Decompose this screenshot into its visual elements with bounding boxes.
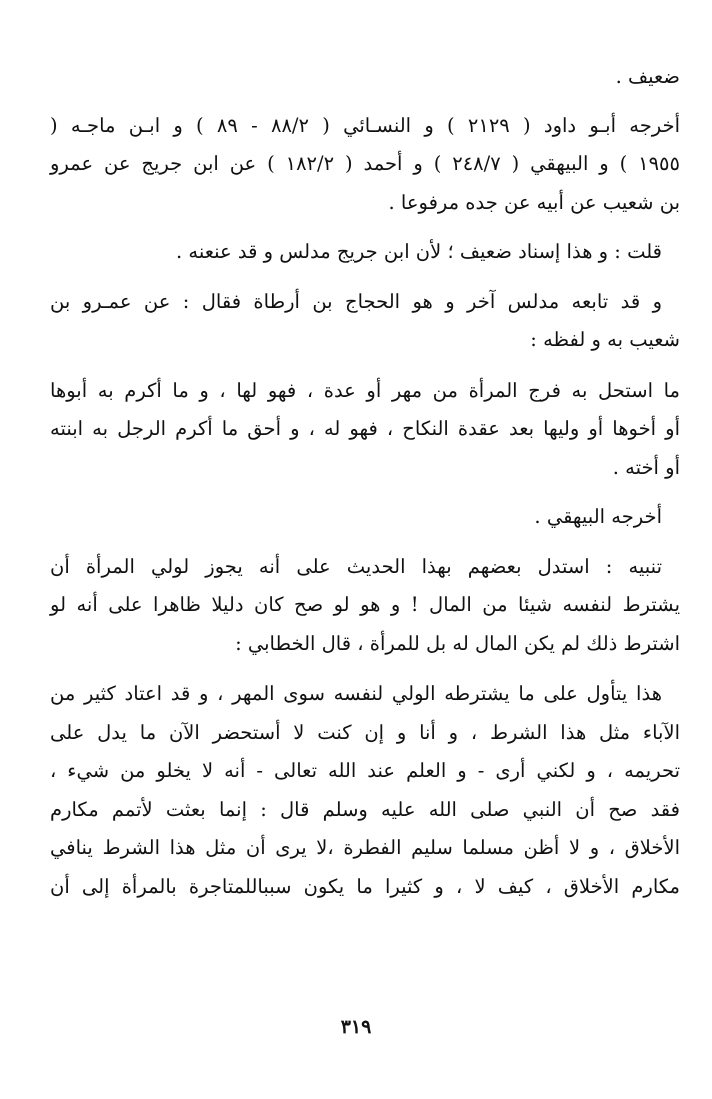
text-line: فقد صح أن النبي صلى الله عليه وسلم قال : إنما بعثت لأتمم مكارم: [50, 797, 680, 821]
text-line: أو أخوها أو وليها بعد عقدة النكاح ، فهو له ، و أحق ما أكرم الرجل به ابنته: [50, 417, 680, 440]
text-line: شعيب به و لفظه :: [530, 328, 680, 351]
page-body: [50, 58, 680, 906]
paragraph-takhrij-2: [50, 498, 680, 537]
text-line: أو أخته .: [612, 455, 680, 479]
paragraph-mutaba: [50, 283, 680, 360]
text-line: ١٩٥٥ ) و البيهقي ( ٢٤٨/٧ ) و أحمد ( ١٨٢/٢ ) عن ابن جريج عن عمرو: [50, 152, 681, 175]
text-line: اشترط ذلك لم يكن المال له بل للمرأة ، قال الخطابي :: [235, 631, 680, 655]
page-number: ٣١٩: [340, 1016, 372, 1038]
text-line: قلت : و هذا إسناد ضعيف ؛ لأن ابن جريج مدلس و قد عنعنه .: [175, 240, 662, 263]
text-line: بن شعيب عن أبيه عن جده مرفوعا .: [388, 190, 680, 214]
paragraph-khattabi: [50, 675, 680, 906]
text-line: تحريمه ، و لكني أرى - و العلم عند الله تعالى - أنه لا يخلو من شيء ،: [50, 759, 680, 782]
paragraph-hadith: [50, 372, 680, 488]
text-line: الآباء مثل هذا الشرط ، و أنا و إن كنت لا أستحضر الآن ما يدل على: [50, 720, 680, 744]
paragraph-takhrij-1: [50, 107, 680, 223]
text-line: تنبيه : استدل بعضهم بهذا الحديث على أنه يجوز لولي المرأة أن: [50, 554, 662, 578]
paragraph-weak: [50, 58, 680, 97]
text-line: ما استحل به فرج المرأة من مهر أو عدة ، فهو لها ، و ما أكرم به أبوها: [50, 378, 680, 402]
text-line: و قد تابعه مدلس آخر و هو الحجاج بن أرطاة فقال : عن عمـرو بن: [50, 289, 662, 313]
text-line: الأخلاق ، و لا أظن مسلما سليم الفطرة ،لا يرى أن مثل هذا الشرط ينافي: [50, 836, 680, 859]
text-line: أخرجه البيهقي .: [534, 505, 662, 528]
text-line: هذا يتأول على ما يشترطه الولي لنفسه سوى المهر ، و قد اعتاد كثير من: [50, 682, 662, 705]
text-line: أخرجه أبـو داود ( ٢١٢٩ ) و النسـائي ( ٨٨/٢ - ٨٩ ) و ابـن ماجـه (: [50, 113, 680, 137]
text-line: مكارم الأخلاق ، كيف لا ، و كثيرا ما يكون سبباللمتاجرة بالمرأة إلى أن: [50, 874, 680, 898]
paragraph-qult: [50, 233, 680, 272]
paragraph-tanbih: [50, 548, 680, 664]
text-line: ضعيف .: [615, 65, 680, 88]
text-line: يشترط لنفسه شيئا من المال ! و هو لو صح كان دليلا ظاهرا على أنه لو: [50, 593, 680, 616]
